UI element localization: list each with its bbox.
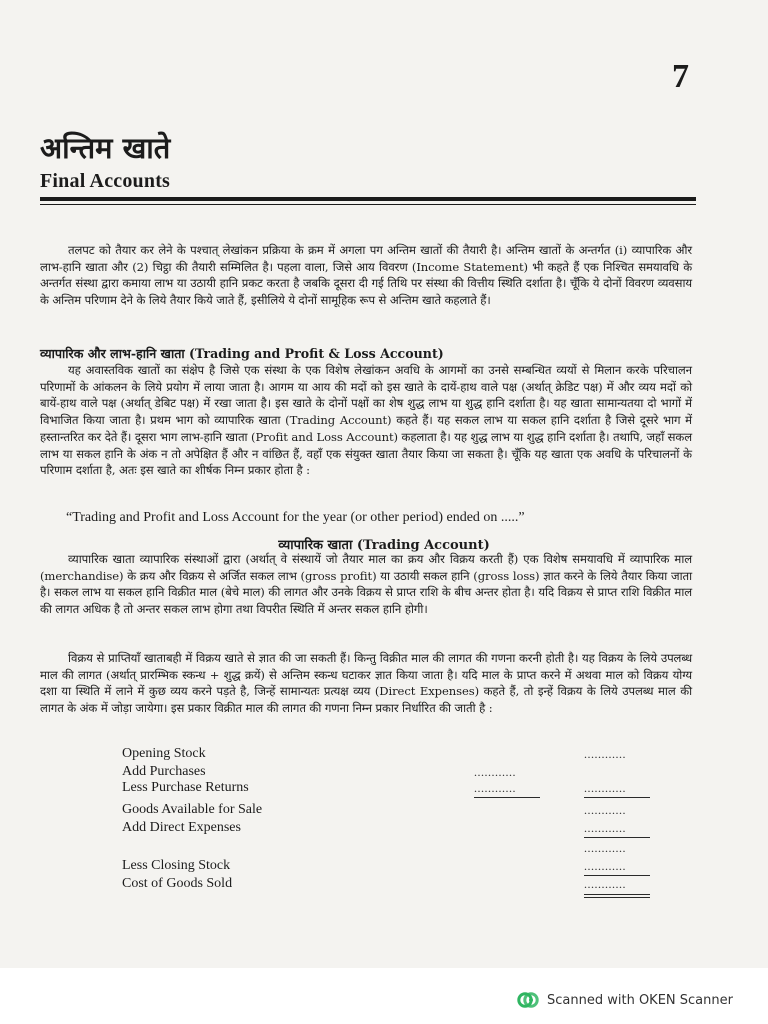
account-row — [122, 875, 662, 893]
section-heading-trading-account: व्यापारिक खाता (Trading Account) — [278, 538, 490, 553]
total-double-underline — [584, 897, 650, 898]
title-rule-thin — [40, 204, 696, 205]
subtotal-underline — [584, 797, 650, 798]
account-row — [122, 779, 662, 797]
account-row-label: Less Closing Stock — [122, 858, 231, 873]
account-row — [122, 839, 662, 857]
account-row-label: Goods Available for Sale — [122, 802, 263, 817]
account-row — [122, 857, 662, 875]
amount-blank-inner: ............ — [474, 765, 516, 779]
title-rule-thick — [40, 197, 696, 201]
amount-blank-outer: ............ — [584, 841, 626, 855]
oken-scanner-logo-icon — [517, 989, 539, 1011]
amount-blank-outer: ............ — [584, 803, 626, 817]
account-title-quote: “Trading and Profit and Loss Account for the year (or other period) ended on .....” — [66, 510, 525, 525]
subtotal-underline — [584, 837, 650, 838]
chapter-title-english: Final Accounts — [40, 170, 171, 192]
chapter-number: 7 — [672, 58, 689, 95]
account-row-label: Add Direct Expenses — [122, 820, 241, 835]
account-row-label: Opening Stock — [122, 746, 206, 761]
account-row-label: Cost of Goods Sold — [122, 876, 233, 891]
intro-paragraph: तलपट को तैयार कर लेने के पश्चात् लेखांकन प्रक्रिया के क्रम में अगला पग अन्तिम खातों की तैयारी है। अन्तिम खातों के अन्तर्गत (i) व्यापारिक और लाभ-हानि खाता और (2) चिट्ठा की तैयारी सम्मिलित है। पहला वाला, जिसे आय विवरण (Income Statement) भी कहते हैं एक निश्चित समयावधि के अन्तर्गत संस्था द्वारा कमाया लाभ या उठायी हानि प्रकट करता है जबकि दूसरा दी गई तिथि पर संस्था की वित्तीय स्थिति दर्शाता है। चूँकि ये दोनों विवरण व्यवसाय के अन्तिम परिणाम देने के लिये तैयार किये जाते हैं, इसीलिये ये दोनों सामूहिक रूप से अन्तिम खाते कहलाते हैं। — [40, 243, 692, 308]
amount-blank-inner: ............ — [474, 781, 516, 795]
trading-pl-paragraph: यह अवास्तविक खातों का संक्षेप है जिसे एक संस्था के एक विशेष लेखांकन अवधि के आगमों का उनसे सम्बन्धित व्ययों से मिलान करके परिचालन परिणामों के आंकलन के लिये प्रयोग में लाया जाता है। आगम या आय की मदों को इस खाते के दायें-हाथ वाले पक्ष (अर्थात् क्रेडिट पक्ष) में और व्यय मदों को बायें-हाथ वाले पक्ष (अर्थात् डेबिट पक्ष) में रखा जाता है। इस खाते के दोनों पक्षों का शेष शुद्ध लाभ या शुद्ध हानि दर्शाता है। यह खाता सामान्यतया दो भागों में विभाजित किया जाता है। प्रथम भाग को व्यापारिक खाता (Trading Account) कहते हैं। यह सकल लाभ या सकल हानि दर्शाता है जिसे दूसरे भाग में हस्तान्तरित कर देते हैं। दूसरा भाग लाभ-हानि खाता (Profit and Loss Account) कहलाता है। यह शुद्ध लाभ या शुद्ध हानि दर्शाता है। तथापि, जहाँ सकल लाभ या सकल हानि के अंक न तो अपेक्षित हैं और न वांछित हैं, वहाँ एक संयुक्त खाता तैयार किया जा सकता है। चूँकि यह खाता एक अवधि के परिचालनों के परिणाम दर्शाता है, अतः इस खाते का शीर्षक निम्न प्रकार होता है : — [40, 363, 692, 478]
account-row — [122, 801, 662, 819]
amount-blank-outer: ............ — [584, 747, 626, 761]
chapter-title-hindi: अन्तिम खाते — [40, 131, 171, 165]
section-heading-trading-pl: व्यापारिक और लाभ-हानि खाता (Trading and Profit & Loss Account) — [40, 346, 444, 361]
account-row — [122, 745, 662, 763]
scanner-watermark — [517, 989, 733, 1011]
cost-of-goods-paragraph: विक्रय से प्राप्तियाँ खाताबही में विक्रय खाते से ज्ञात की जा सकती हैं। किन्तु विक्रीत माल की लागत की गणना करनी होती है। यह विक्रय के लिये उपलब्ध माल की लागत (अर्थात् प्रारम्भिक स्कन्ध + शुद्ध क्रयें) से अन्तिम स्कन्ध घटाकर ज्ञात किया जाता है। यदि माल के प्राप्त करने में अथवा माल को विक्रय योग्य दशा या स्थिति में लाने में कुछ व्यय करने पड़ते है, जिन्हें सामान्यतः प्रत्यक्ष व्यय (Direct Expenses) कहते हैं, तो इन्हें विक्रय के लिये उपलब्ध माल की लागत के अंक में जोड़ा जायेगा। इस प्रकार विक्रीत माल की लागत की गणना निम्न प्रकार निर्धारित की जाती है : — [40, 651, 692, 716]
amount-blank-outer: ............ — [584, 859, 626, 873]
account-row — [122, 819, 662, 837]
amount-blank-outer: ............ — [584, 781, 626, 795]
trading-account-paragraph: व्यापारिक खाता व्यापारिक संस्थाओं द्वारा (अर्थात् वे संस्थायें जो तैयार माल का क्रय और विक्रय करती हैं) एक विशेष समयावधि में व्यापारिक माल (merchandise) के क्रय और विक्रय से अर्जित सकल लाभ (gross profit) या उठायी सकल हानि (gross loss) ज्ञात करने के लिये तैयार किया जाता है। सकल लाभ या सकल हानि विक्रीत माल (बेचे माल) की लागत और उनके विक्रय से प्राप्त राशि के बीच अन्तर होता है। यदि विक्रय से प्राप्त राशि विक्रीत माल की लागत अधिक है तो अन्तर सकल लाभ होगा तथा विपरीत स्थिति में अन्तर सकल हानि होगी। — [40, 552, 692, 617]
amount-blank-outer: ............ — [584, 877, 626, 891]
scanner-watermark-text: Scanned with OKEN Scanner — [547, 992, 733, 1008]
account-row-label: Add Purchases — [122, 764, 206, 779]
total-double-underline — [584, 894, 650, 895]
subtotal-underline — [474, 797, 540, 798]
amount-blank-outer: ............ — [584, 821, 626, 835]
account-row-label: Less Purchase Returns — [122, 780, 249, 795]
